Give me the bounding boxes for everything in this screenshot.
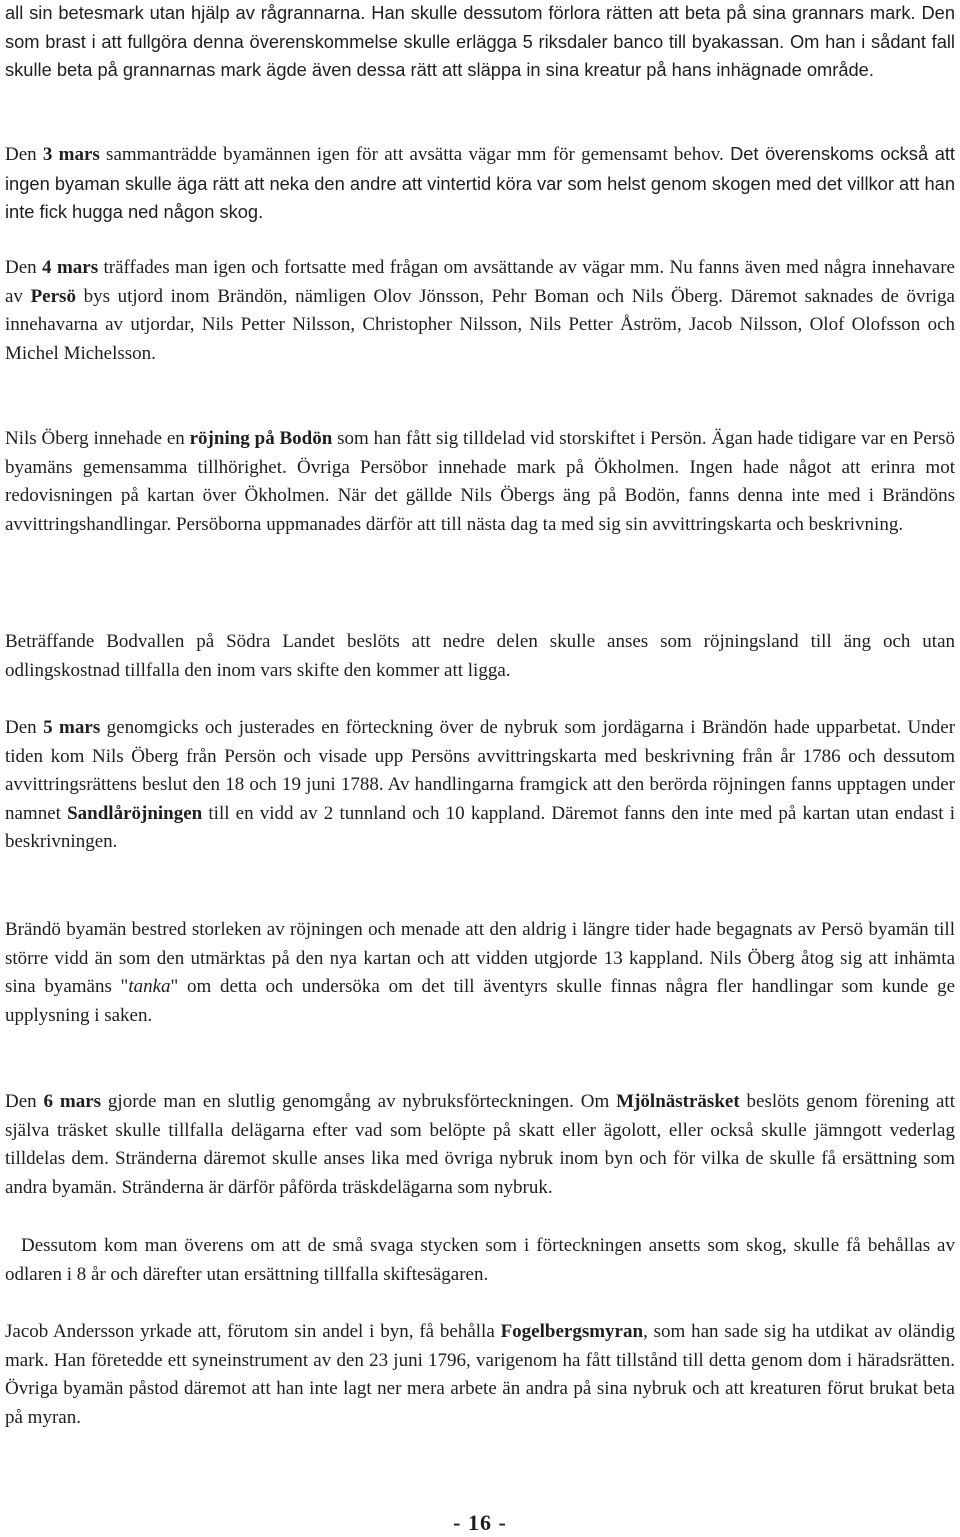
word-tanka: tanka [128,976,171,998]
paragraph-4-mars: Den 4 mars träffades man igen och fortsatte med frågan om avsättande av vägar mm. Nu fanns även med några innehavare av Persö bys utjord inom Brändön, nämligen Olov Jönsson, Pehr Boman och Nils Öberg. Däremot saknades de övriga innehavarna av utjordar, Nils Petter Nilsson, Christopher Nilsson, Nils Petter Åström, Jacob Nilsson, Olof Olofsson och Michel Michelsson. [5,257,955,364]
date-6-mars: 6 mars [43,1091,102,1112]
paragraph-grazing-agreement: all sin betesmark utan hjälp av rågrannarna. Han skulle dessutom förlora rätten att beta på sina grannars mark. Den som brast i att fullgöra denna överenskommelse skulle erlägga 5 riksdaler banco till byakassan. Om han i sådant fall skulle beta på grannarnas mark ägde även dessa rätt att släppa in sina kreatur på hans inhägnade område. [5,2,955,81]
place-perso: Persö [30,285,76,307]
place-rojning-pa-bodon: röjning på Bodön [189,428,333,449]
paragraph-3-mars: Den 3 mars sammanträdde byamännen igen för att avsätta vägar mm för gemensamt behov. Det överenskoms också att ingen byaman skulle äga rätt att neka den andre att vintertid köra var som helst genom skogen med det villkor att han inte fick hugga ned någon skog. [5,143,956,223]
date-3-mars: 3 mars [42,144,100,165]
page-number: - 16 - [453,1510,507,1535]
paragraph-brando-bestred: Brändö byamän bestred storleken av röjningen och menade att den aldrig i längre tider hade begagnats av Persö byamän till större vidd än som den utmärktas på den nya kartan och att vidden utgjorde 13 kappland. Nils Öberg åtog sig att inhämta sina byamäns "tanka" om detta och undersöka om det till äventyrs skulle finnas några fler handlingar som kunde ge upplysning i saken. [5,919,955,1026]
place-fogelbergsmyran: Fogelbergsmyran [500,1321,644,1342]
paragraph-5-mars: Den 5 mars genomgicks och justerades en förteckning över de nybruk som jordägarna i Brändön hade upparbetat. Under tiden kom Nils Öberg från Persön och visade upp Persöns avvittringskarta med beskrivning från år 1786 och dessutom avvittringsrättens beslut den 18 och 19 juni 1788. Av handlingarna framgick att den berörda röjningen fanns upptagen under namnet Sandlåröjningen till en vidd av 2 tunnland och 10 kappland. Däremot fanns den inte med på kartan utan endast i beskrivningen. [5,717,956,853]
date-5-mars: 5 mars [43,717,101,738]
date-4-mars: 4 mars [42,257,99,278]
place-sandlarojningen: Sandlåröjningen [67,802,203,824]
paragraph-sma-svaga-stycken: Dessutom kom man överens om att de små svaga stycken som i förteckningen ansetts som skog, skulle få behållas av odlaren i 8 år och därefter utan ersättning tillfalla skiftesägaren. [5,1235,955,1285]
paragraph-6-mars: Den 6 mars gjorde man en slutlig genomgång av nybruksförteckningen. Om Mjölnästräsket beslöts genom förening att själva träsket skulle tillfalla delägarna efter vad som belöpte på skatt eller ägolott, eller också skulle jämngott vederlag tilldelas dem. Stränderna däremot skulle anses lika med övriga nybruk inom byn och för vilka de skulle få ersättning som andra byamän. Stränderna är därför påförda träskdelägarna som nybruk. [5,1091,955,1198]
paragraph-jacob-andersson: Jacob Andersson yrkade att, förutom sin andel i byn, få behålla Fogelbergsmyran, som han sade sig ha utdikat av oländig mark. Han företedde ett syneinstrument av den 23 juni 1796, varigenom ha fått tillstånd till detta genom dom i häradsrätten. Övriga byamän påstod däremot att han inte lagt ner mera arbete än andra på sina nybruk och att kreaturen förut brukat beta på myran. [5,1321,956,1428]
paragraph-bodvallen: Beträffande Bodvallen på Södra Landet beslöts att nedre delen skulle anses som röjningsland till äng och utan odlingskostnad tillfalla den inom vars skifte den kommer att ligga. [5,631,955,681]
paragraph-rojning-bodon: Nils Öberg innehade en röjning på Bodön som han fått sig tilldelad vid storskiftet i Persön. Ägan hade tidigare var en Persö byamäns gemensamma tillhörighet. Övriga Persöbor innehade mark på Ökholmen. Ingen hade något att erinra mot redovisningen på kartan över Ökholmen. När det gällde Nils Öbergs äng på Bodön, fanns denna inte med i Brändöns avvittringshandlingar. Persöborna uppmanades därför att till nästa dag ta med sig sin avvittringskarta och beskrivning. [5,428,956,535]
place-mjolnastrasket: Mjölnästräsket [616,1091,740,1112]
